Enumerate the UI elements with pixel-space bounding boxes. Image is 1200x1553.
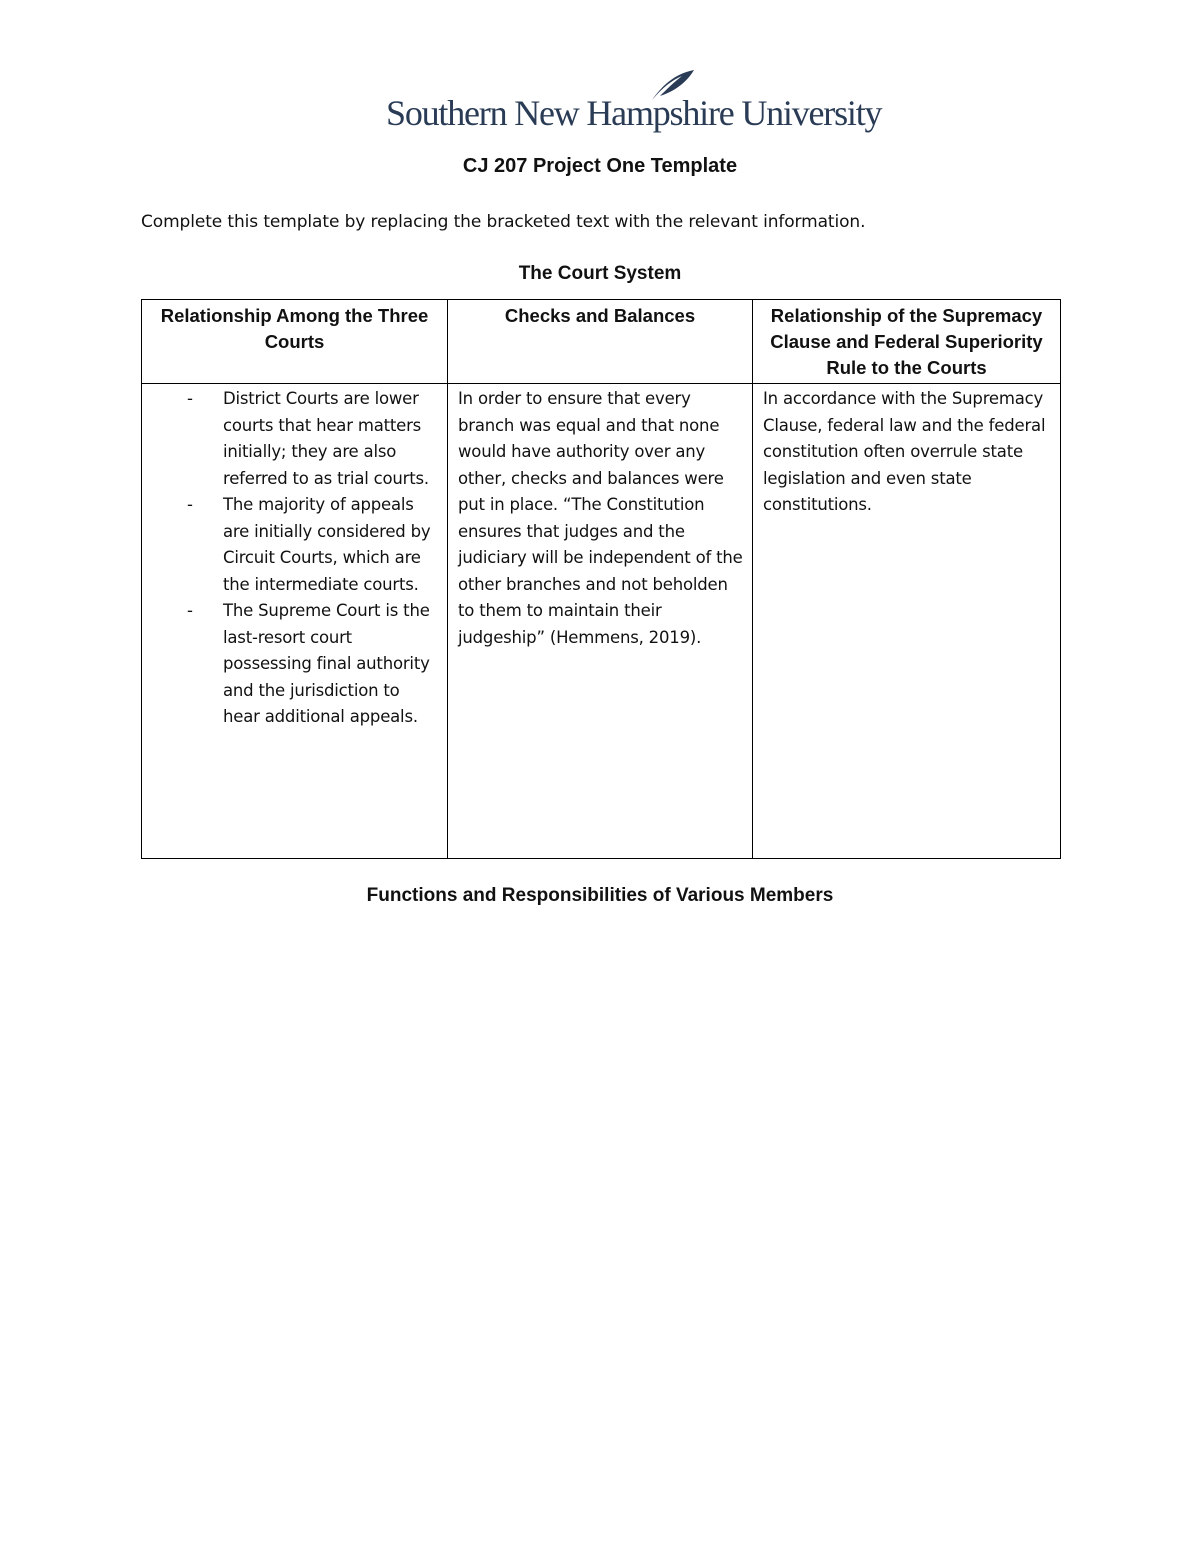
table-row (142, 384, 1061, 859)
checks-balances-cell (448, 384, 753, 859)
supremacy-clause-cell (753, 384, 1061, 859)
list-item-text: The majority of appeals are initially considered by Circuit Courts, which are the intermediate courts. (223, 495, 431, 594)
court-system-table (141, 299, 1061, 859)
list-item-text: District Courts are lower courts that hear matters initially; they are also referred to as trial courts. (223, 389, 429, 488)
table-header-row (142, 300, 1061, 384)
bullet-marker: - (187, 495, 193, 514)
column-header-supremacy-clause: Relationship of the Supremacy Clause and Federal Superiority Rule to the Courts (753, 300, 1061, 384)
checks-balances-text: In order to ensure that every branch was equal and that none would have authority over any other, checks and balances were put in place. “The Constitution ensures that judges and the judiciary will be independent of the other branches and not beholden to them to maintain their judgeship” (Hemmens, 2019). (458, 389, 743, 647)
courts-list (142, 384, 447, 731)
section-title-functions: Functions and Responsibilities of Various Members (366, 885, 834, 906)
column-header-relationship: Relationship Among the Three Courts (142, 300, 448, 384)
section-title-court-system: The Court System (518, 263, 682, 284)
document-title: CJ 207 Project One Template (462, 155, 738, 177)
instruction-text: Complete this template by replacing the bracketed text with the relevant information. (141, 212, 866, 232)
list-item (142, 492, 441, 598)
university-logo (386, 68, 882, 138)
logo-wordmark: Southern New Hampshire University (386, 93, 882, 133)
bullet-marker: - (187, 389, 193, 408)
bullet-marker: - (187, 601, 193, 620)
supremacy-clause-text: In accordance with the Supremacy Clause, federal law and the federal constitution often overrule state legislation and even state constitutions. (763, 389, 1046, 514)
list-item-text: The Supreme Court is the last-resort court possessing final authority and the jurisdiction to hear additional appeals. (223, 601, 430, 726)
relationship-cell (142, 384, 448, 859)
list-item (142, 598, 441, 731)
list-item (142, 386, 441, 492)
column-header-checks-balances: Checks and Balances (448, 300, 753, 384)
